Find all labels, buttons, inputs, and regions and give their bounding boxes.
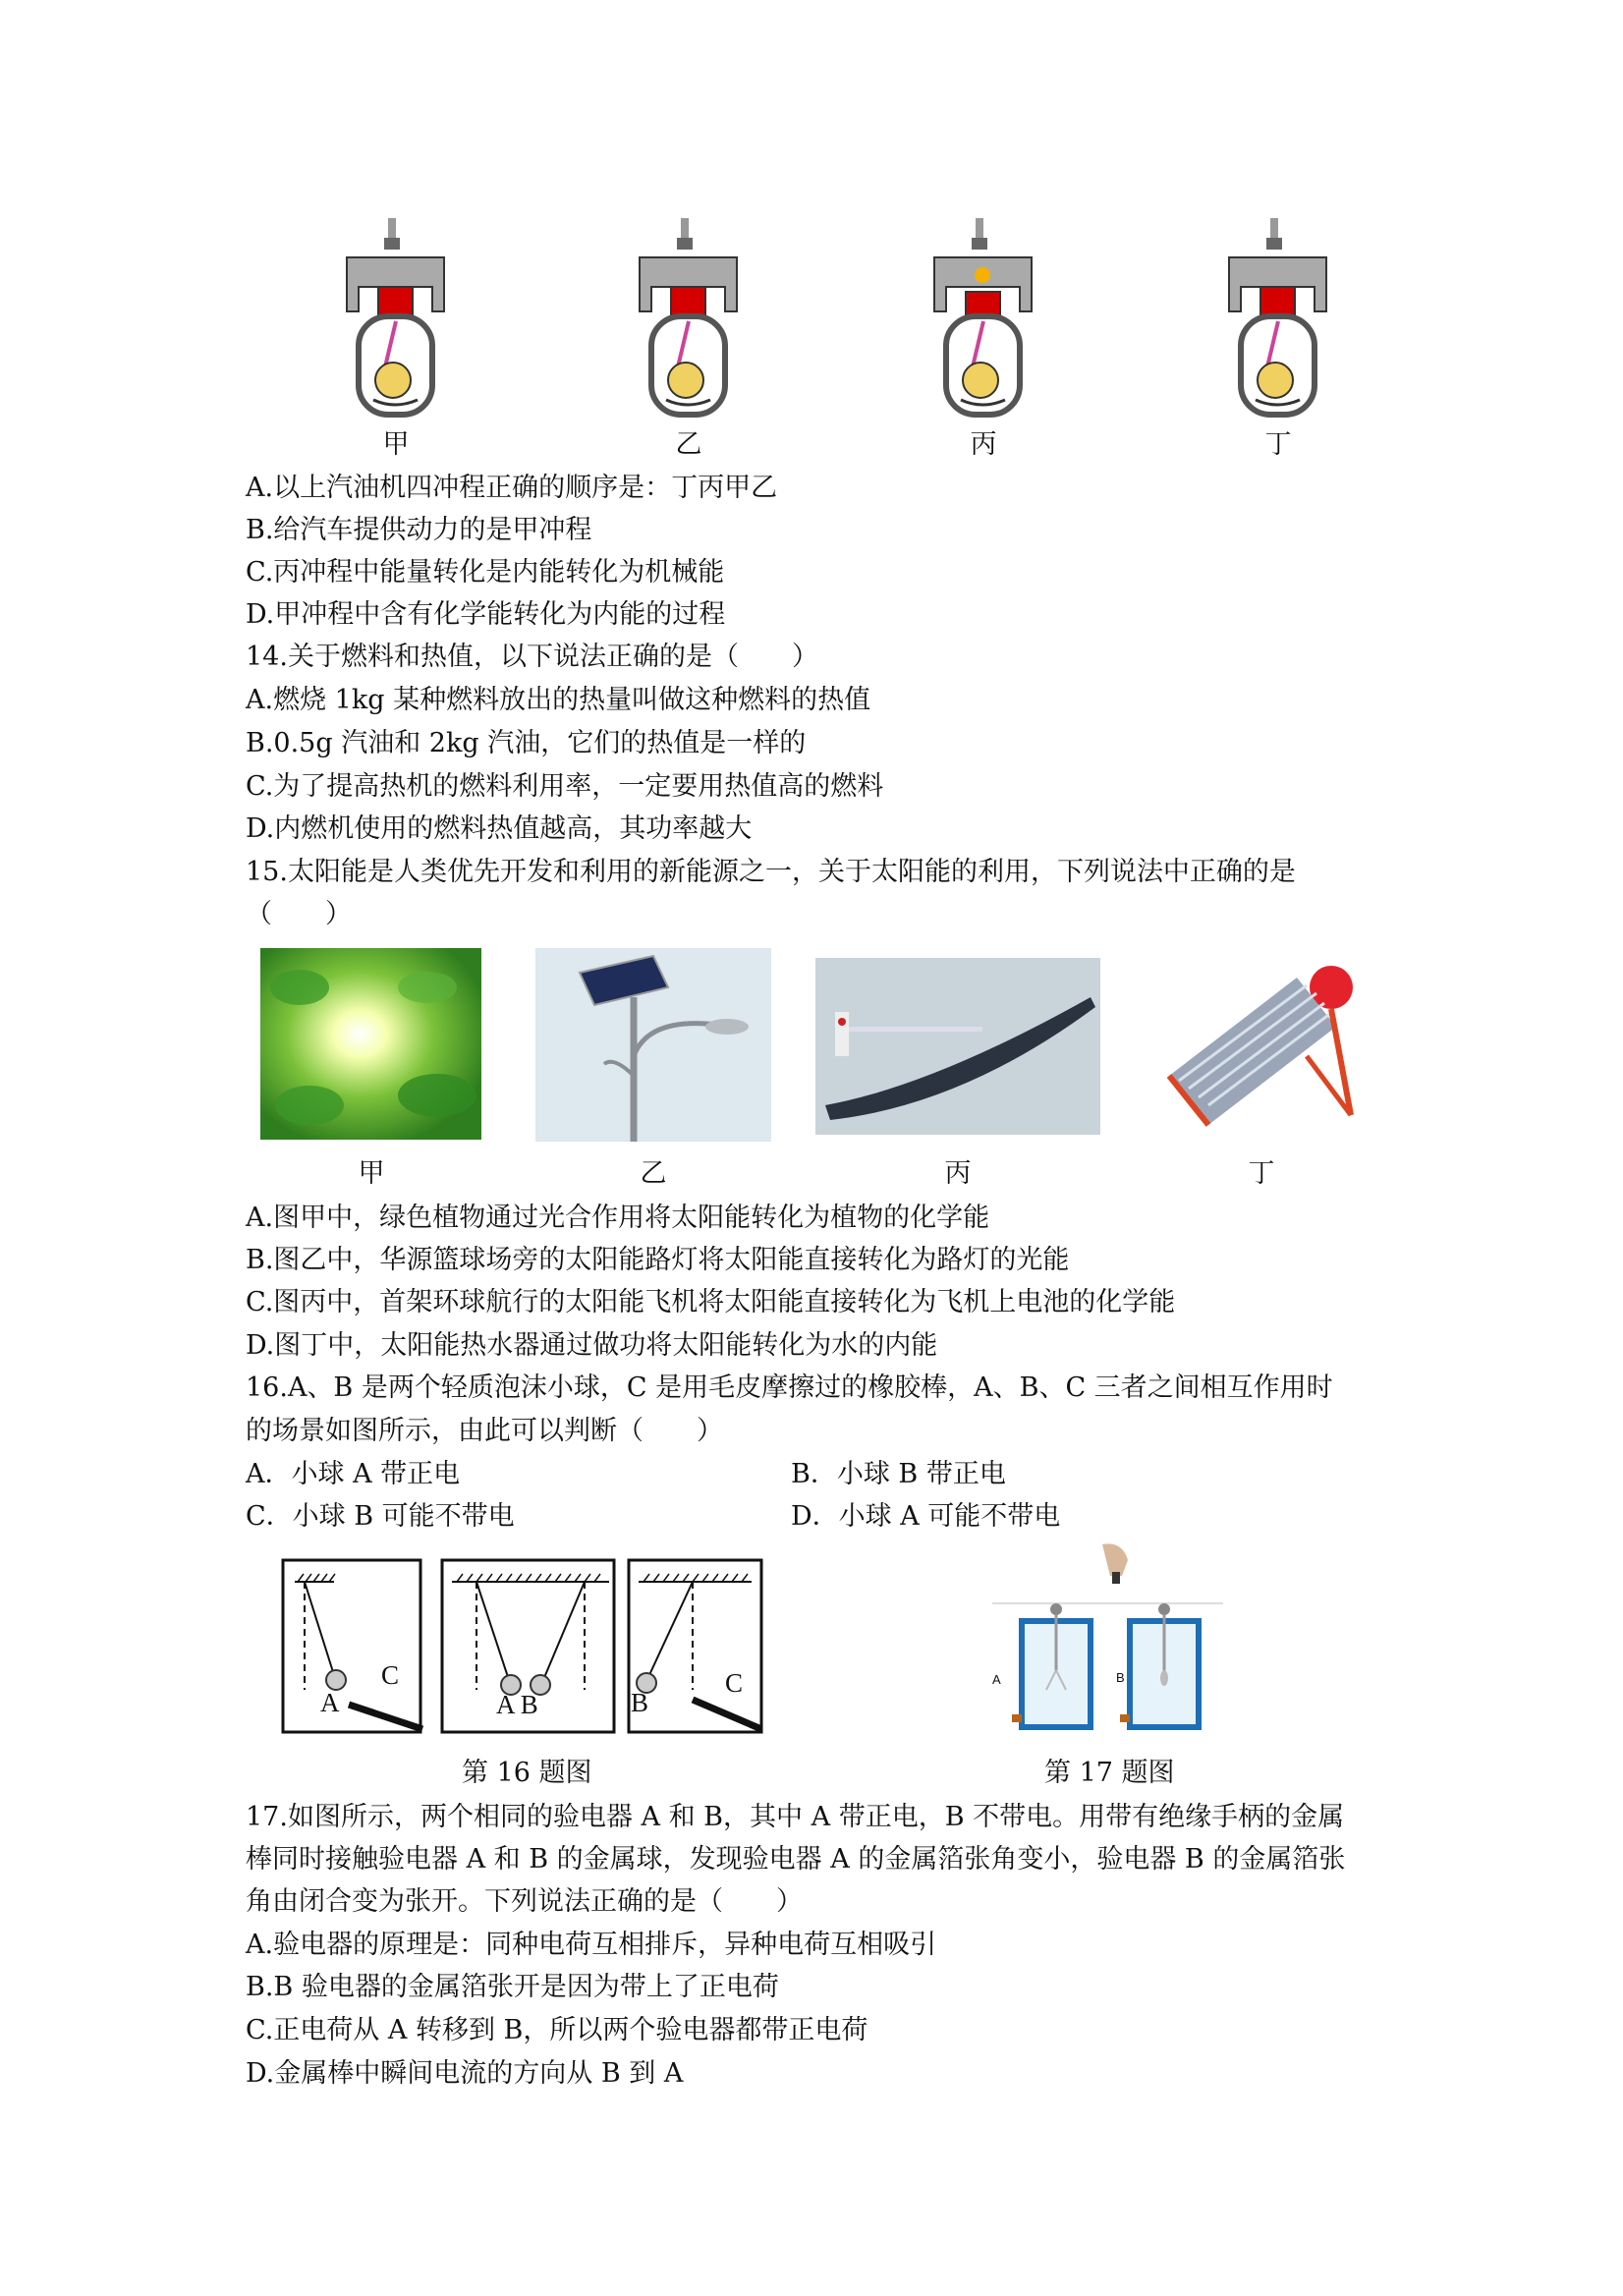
q17-option-d: D.金属棒中瞬间电流的方向从 B 到 A: [246, 2058, 684, 2089]
q14-stem: 14.关于燃料和热值，以下说法正确的是（ ）: [246, 642, 818, 672]
q15-stem-line1: 15.太阳能是人类优先开发和利用的新能源之一，关于太阳能的利用，下列说法中正确的是: [246, 857, 1296, 887]
q17-option-c: C.正电荷从 A 转移到 B，所以两个验电器都带正电荷: [246, 2015, 868, 2045]
q13-option-a: A.以上汽油机四冲程正确的顺序是：丁丙甲乙: [246, 473, 778, 503]
q15-figure-label-yi: 乙: [640, 1158, 667, 1189]
q17-label-b: B: [1116, 1670, 1125, 1685]
q16-option-b: B．小球 B 带正电: [791, 1459, 1006, 1489]
q16-label-c2: C: [725, 1668, 744, 1698]
q13-option-c: C.丙冲程中能量转化是内能转化为机械能: [246, 557, 725, 588]
q15-option-d: D.图丁中，太阳能热水器通过做功将太阳能转化为水的内能: [246, 1330, 938, 1361]
engine-label-bing: 丙: [970, 429, 997, 460]
q14-option-c: C.为了提高热机的燃料利用率，一定要用热值高的燃料: [246, 771, 884, 802]
q16-option-a: A．小球 A 带正电: [246, 1459, 461, 1489]
q16-label-c: C: [381, 1660, 400, 1690]
q15-stem-line2: （ ）: [246, 899, 352, 929]
q17-option-a: A.验电器的原理是：同种电荷互相排斥，异种电荷互相吸引: [246, 1930, 937, 1960]
q15-figure-label-bing: 丙: [944, 1158, 972, 1189]
q17-figure: [992, 1542, 1223, 1739]
q16-label-a: A: [320, 1688, 340, 1717]
q15-option-a: A.图甲中，绿色植物通过光合作用将太阳能转化为植物的化学能: [246, 1203, 990, 1233]
engine-label-jia: 甲: [382, 429, 410, 460]
photo-solar-airplane: [815, 958, 1100, 1135]
photo-solar-street-lamp: [535, 948, 771, 1142]
q15-option-b: B.图乙中，华源篮球场旁的太阳能路灯将太阳能直接转化为路灯的光能: [246, 1245, 1070, 1275]
q16-stem-line1: 16.A、B 是两个轻质泡沫小球，C 是用毛皮摩擦过的橡胶棒，A、B、C 三者之间相互作用时: [246, 1372, 1333, 1403]
q17-option-b: B.B 验电器的金属箔张开是因为带上了正电荷: [246, 1972, 779, 2002]
q16-figure-caption: 第 16 题图: [462, 1758, 592, 1788]
q17-stem-line3: 角由闭合变为张开。下列说法正确的是（ ）: [246, 1886, 803, 1917]
engine-figure-yi: [632, 218, 745, 420]
q13-option-b: B.给汽车提供动力的是甲冲程: [246, 515, 592, 545]
photo-solar-water-heater: [1159, 958, 1366, 1135]
q17-figure-caption: 第 17 题图: [1044, 1758, 1175, 1788]
engine-figure-jia: [339, 218, 452, 420]
q16-option-c: C．小球 B 可能不带电: [246, 1501, 515, 1532]
q17-label-a: A: [992, 1672, 1001, 1687]
q16-stem-line2: 的场景如图所示，由此可以判断（ ）: [246, 1416, 723, 1446]
photo-green-leaves: [260, 948, 481, 1140]
engine-figure-ding: [1221, 218, 1334, 420]
q14-option-d: D.内燃机使用的燃料热值越高，其功率越大: [246, 813, 753, 844]
q13-option-d: D.甲冲程中含有化学能转化为内能的过程: [246, 599, 726, 630]
q16-option-d: D．小球 A 可能不带电: [791, 1501, 1061, 1532]
engine-label-ding: 丁: [1264, 429, 1292, 460]
q16-label-ab: A B: [496, 1690, 538, 1719]
engine-label-yi: 乙: [675, 429, 702, 460]
q16-label-b: B: [631, 1688, 649, 1717]
q14-option-b: B.0.5g 汽油和 2kg 汽油，它们的热值是一样的: [246, 728, 807, 758]
q15-figure-label-jia: 甲: [358, 1158, 385, 1189]
q17-stem-line1: 17.如图所示，两个相同的验电器 A 和 B，其中 A 带正电，B 不带电。用带有绝缘手柄的金属: [246, 1802, 1345, 1832]
q17-stem-line2: 棒同时接触验电器 A 和 B 的金属球，发现验电器 A 的金属箔张角变小，验电器 B 的金属箔张: [246, 1844, 1346, 1875]
q14-option-a: A.燃烧 1kg 某种燃料放出的热量叫做这种燃料的热值: [246, 685, 871, 715]
q15-option-c: C.图丙中，首架环球航行的太阳能飞机将太阳能直接转化为飞机上电池的化学能: [246, 1287, 1176, 1317]
engine-figure-bing: [926, 218, 1039, 420]
q15-figure-label-ding: 丁: [1248, 1158, 1275, 1189]
